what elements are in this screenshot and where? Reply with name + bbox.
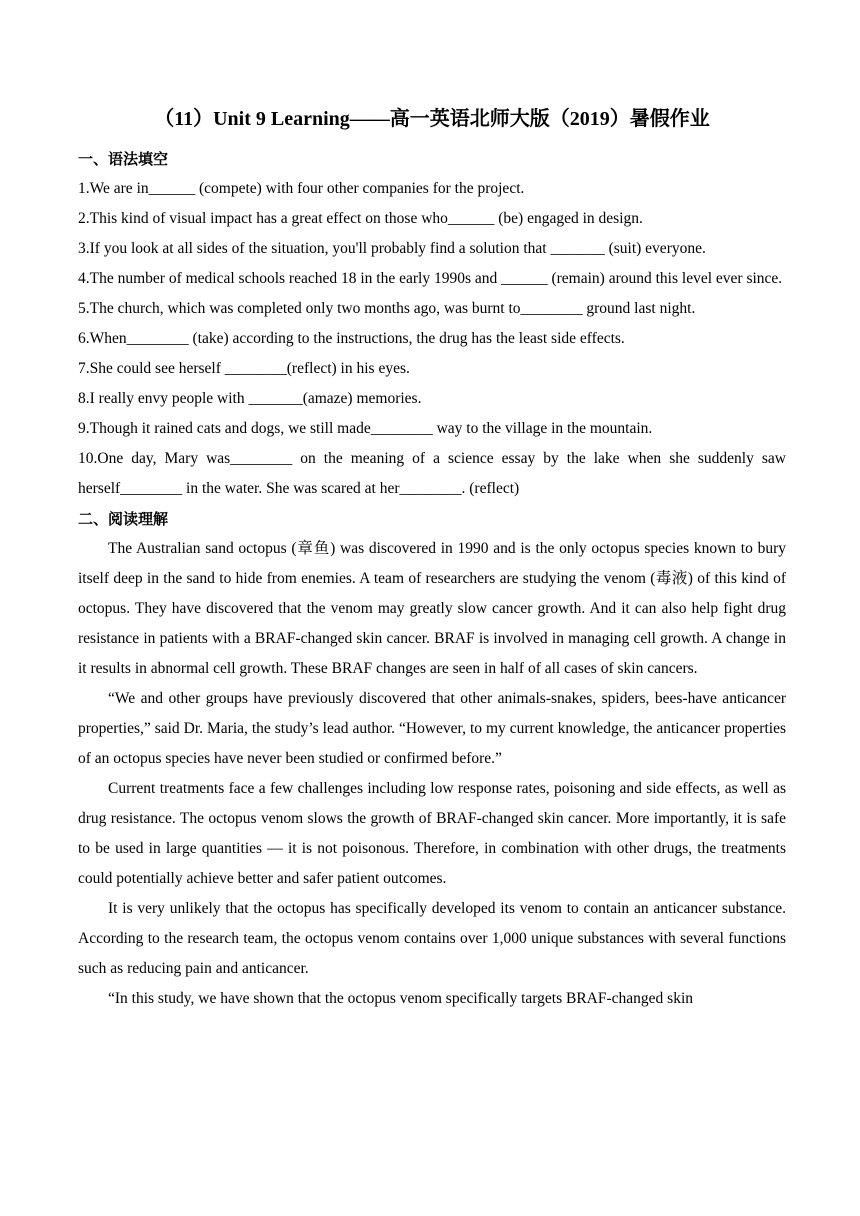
section-heading-grammar: 一、语法填空 [78, 150, 169, 168]
document-page [78, 104, 786, 1014]
question-item: 4.The number of medical schools reached 18 in the early 1990s and ______ (remain) around this level ever since. [78, 270, 783, 287]
passage-paragraph: “We and other groups have previously discovered that other animals-snakes, spiders, bees-have anticancer properties,” said Dr. Maria, the study’s lead author. “However, to my current knowledge, the anticancer properties of an octopus species have never been studied or confirmed before.” [78, 690, 786, 767]
question-item: 7.She could see herself ________(reflect) in his eyes. [78, 360, 410, 377]
passage-paragraph: It is very unlikely that the octopus has specifically developed its venom to contain an anticancer substance. According to the research team, the octopus venom contains over 1,000 unique substances with several functions such as reducing pain and anticancer. [78, 900, 786, 977]
question-item: 1.We are in______ (compete) with four other companies for the project. [78, 180, 525, 197]
document-title: （11）Unit 9 Learning——高一英语北师大版（2019）暑假作业 [154, 108, 710, 130]
passage-paragraph: “In this study, we have shown that the octopus venom specifically targets BRAF-changed skin [108, 990, 694, 1007]
question-item: 10.One day, Mary was________ on the meaning of a science essay by the lake when she suddenly saw herself________ in the water. She was scared at her________. (reflect) [78, 450, 786, 497]
grammar-question-list [78, 174, 786, 504]
passage-paragraph: Current treatments face a few challenges including low response rates, poisoning and side effects, as well as drug resistance. The octopus venom slows the growth of BRAF-changed skin cancer. More importantly, it is safe to be used in large quantities — it is not poisonous. Therefore, in combination with other drugs, the treatments could potentially achieve better and safer patient outcomes. [78, 780, 786, 887]
question-item: 6.When________ (take) according to the instructions, the drug has the least side effects. [78, 330, 625, 347]
question-item: 9.Though it rained cats and dogs, we still made________ way to the village in the mountain. [78, 420, 653, 437]
reading-passage [78, 534, 786, 1014]
passage-paragraph: The Australian sand octopus (章鱼) was discovered in 1990 and is the only octopus species known to bury itself deep in the sand to hide from enemies. A team of researchers are studying the venom (毒液) of this kind of octopus. They have discovered that the venom may greatly slow cancer growth. And it can also help fight drug resistance in patients with a BRAF-changed skin cancer. BRAF is involved in managing cell growth. A change in it results in abnormal cell growth. These BRAF changes are seen in half of all cases of skin cancers. [78, 540, 786, 677]
section-heading-reading: 二、阅读理解 [78, 510, 169, 528]
question-item: 3.If you look at all sides of the situation, you'll probably find a solution that _______ (suit) everyone. [78, 240, 706, 257]
question-item: 5.The church, which was completed only two months ago, was burnt to________ ground last night. [78, 300, 696, 317]
question-item: 2.This kind of visual impact has a great effect on those who______ (be) engaged in design. [78, 210, 643, 227]
question-item: 8.I really envy people with _______(amaze) memories. [78, 390, 422, 407]
